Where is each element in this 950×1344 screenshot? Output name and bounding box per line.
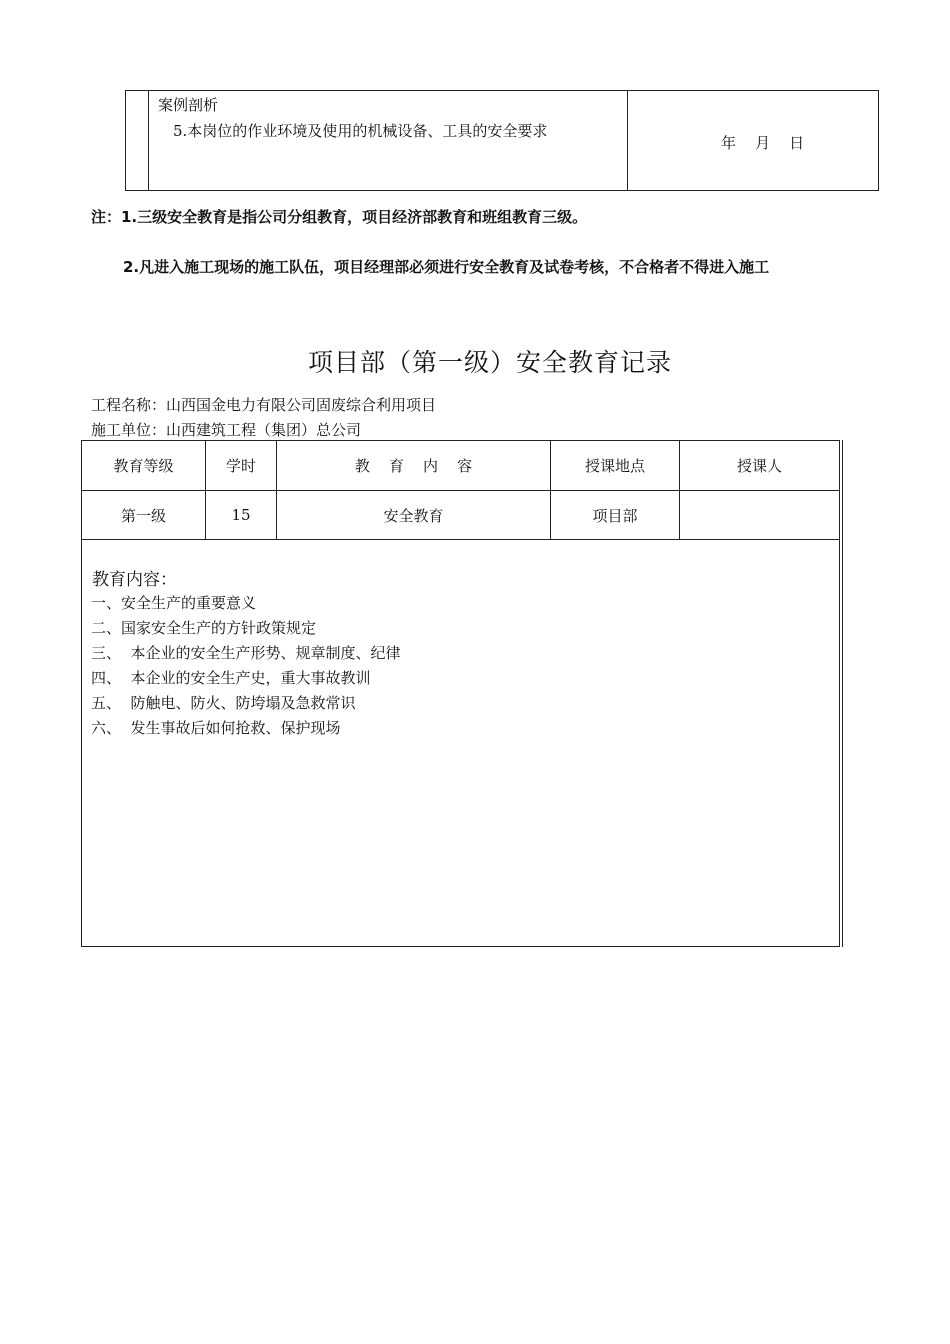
content-item: 三、 本企业的安全生产形势、规章制度、纪律 (91, 644, 401, 662)
cell-lecture-location: 项目部 (592, 506, 638, 525)
cell-class-hours: 15 (231, 506, 251, 524)
content-item: 五、 防触电、防火、防垮塌及急救常识 (91, 694, 356, 712)
header-class-hours: 学时 (225, 457, 256, 475)
cell-education-content: 安全教育 (383, 506, 444, 525)
header-lecturer: 授课人 (736, 457, 782, 475)
cell-lecturer (680, 491, 839, 539)
table-row-divider (82, 539, 839, 540)
previous-record-fragment (125, 90, 879, 191)
content-item: 二、国家安全生产的方针政策规定 (91, 619, 317, 637)
fragment-narrow-column (126, 91, 149, 190)
fragment-line-case-study: 案例剖析 (158, 96, 219, 114)
note-2: 2.凡进入施工现场的施工队伍，项目经理部必须进行安全教育及试卷考核，不合格者不得进入施工 (123, 258, 770, 276)
fragment-date: 年 月 日 (721, 134, 805, 152)
project-name: 工程名称：山西国金电力有限公司固废综合利用项目 (91, 396, 437, 414)
note-1: 注：1.三级安全教育是指公司分组教育，项目经济部教育和班组教育三级。 (91, 208, 588, 226)
header-lecture-location: 授课地点 (584, 457, 645, 475)
cell-education-level: 第一级 (120, 506, 166, 525)
education-record-table (81, 440, 840, 947)
header-education-level: 教育等级 (113, 457, 174, 475)
content-list (91, 591, 401, 741)
content-item: 四、 本企业的安全生产史，重大事故教训 (91, 669, 371, 687)
fragment-column-divider (627, 91, 628, 190)
header-education-content: 教 育 内 容 (354, 457, 473, 475)
content-item: 六、 发生事故后如何抢救、保护现场 (91, 719, 341, 737)
fragment-line-requirements: 5.本岗位的作业环境及使用的机械设备、工具的安全要求 (173, 122, 548, 140)
content-item: 一、安全生产的重要意义 (91, 594, 257, 612)
content-heading: 教育内容： (92, 570, 177, 590)
construction-unit: 施工单位：山西建筑工程（集团）总公司 (91, 421, 362, 439)
document-title: 项目部（第一级）安全教育记录 (307, 348, 672, 377)
table-double-border (842, 440, 843, 947)
